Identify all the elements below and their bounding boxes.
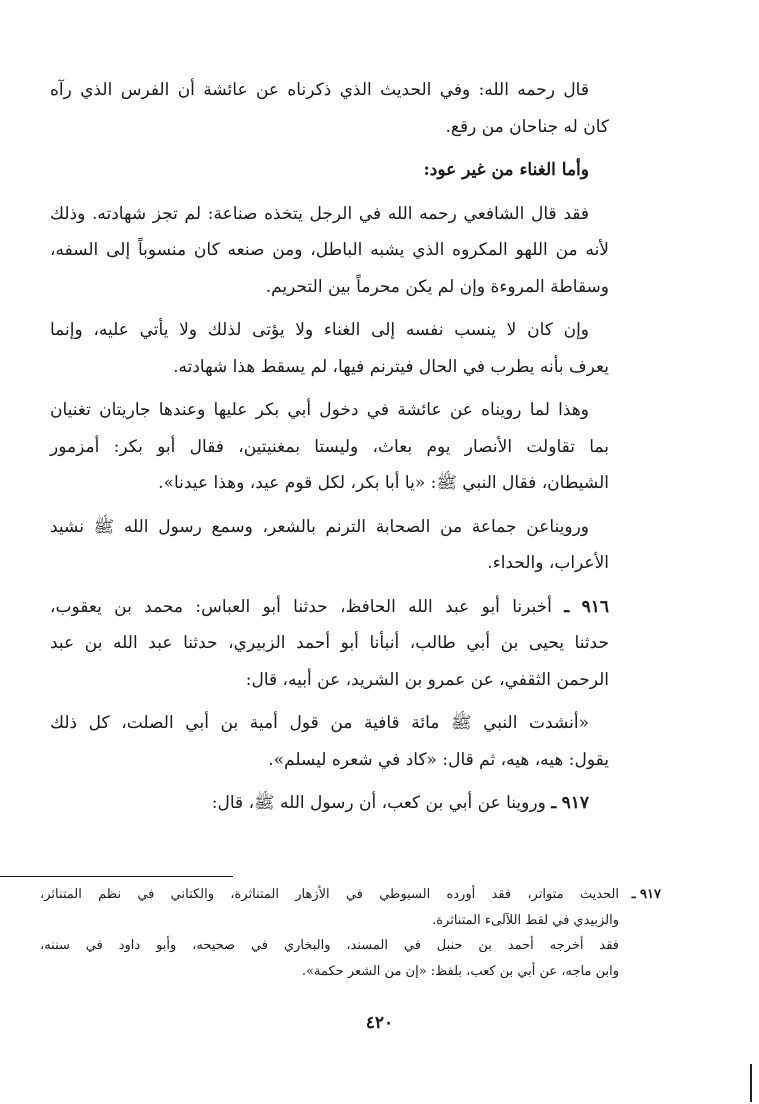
text-line: كان له جناحان من رقع. — [445, 116, 609, 137]
text-line: قال رحمه الله: وفي الحديث الذي ذكرناه عن عائشة أن الفرس الذي رآه — [50, 80, 589, 100]
text-line: الشيطان، فقال النبي ﷺ: «يا أبا بكر، لكل قوم عيد، وهذا عيدنا». — [158, 473, 609, 493]
page-number: ٤٢٠ — [365, 1013, 394, 1033]
text-line: «أنشدت النبي ﷺ مائة قافية من قول أمية بن أبي الصلت، كل ذلك — [50, 713, 589, 733]
footnotes — [40, 882, 661, 984]
footnote-line — [40, 882, 661, 908]
main-text — [50, 72, 609, 822]
text-line: وهذا لما رويناه عن عائشة في دخول أبي بكر عليها وعندها جاريتان تغنيان — [50, 400, 589, 420]
footnote-line: وابن ماجه، عن أبي بن كعب، بلفظ: «إن من الشعر حكمة». — [301, 963, 619, 979]
hadith-dash: ـ — [564, 596, 570, 617]
text-line: لأنه من اللهو المكروه الذي يشبه الباطل، ومن صنعه كان منسوباً إلى السفه، — [50, 240, 609, 260]
footnote-divider — [0, 876, 233, 877]
footnote-line: والزبيدي في لقط اللآلىء المتناثرة. — [432, 912, 619, 928]
hadith-dash: ـ — [551, 793, 557, 813]
section-heading: وأما الغناء من غير عود: — [423, 160, 589, 180]
hadith-text: وروينا عن أبي بن كعب، أن رسول الله ﷺ، قال: — [211, 793, 546, 813]
hadith-line — [50, 589, 609, 626]
footnote-number: ٩١٧ ـ — [631, 887, 661, 902]
text-line: وسقاطة المروءة وإن لم يكن محرماً بين التحريم. — [265, 276, 609, 297]
hadith-number: ٩١٦ — [581, 596, 610, 617]
text-line: بما تقاولت الأنصار يوم بعاث، وليستا بمغنيتين، فقال أبو بكر: أمزمور — [50, 436, 609, 457]
hadith-number: ٩١٧ — [561, 793, 589, 813]
text-line: وإن كان لا ينسب نفسه إلى الغناء ولا يؤتى لذلك ولا يأتي عليه، وإنما — [50, 320, 589, 340]
text-line: فقد قال الشافعي رحمه الله في الرجل يتخذه صناعة: لم تجز شهادته. وذلك — [50, 203, 589, 224]
hadith-line — [50, 785, 609, 822]
text-line: الأعراب، والحداء. — [487, 553, 609, 573]
footnote-line: فقد أخرجه أحمد بن حنبل في المسند، والبخاري في صحيحه، وأبو داود في سننه، — [40, 938, 619, 953]
text-line: ورويناعن جماعة من الصحابة الترنم بالشعر، وسمع رسول الله ﷺ نشيد — [50, 516, 589, 537]
text-line: يقول: هيه، هيه، ثم قال: «كاد في شعره ليسلم». — [268, 749, 609, 770]
text-line: حدثنا يحيى بن أبي طالب، أنبأنا أبو أحمد الزبيري، حدثنا عبد الله بن عبد — [50, 633, 609, 653]
text-line: الرحمن الثقفي، عن عمرو بن الشريد، عن أبيه، قال: — [245, 669, 609, 690]
scan-edge-mark — [750, 1064, 752, 1102]
footnote-text: الحديث متواتر، فقد أورده السيوطي في الأزهار المتناثرة، والكتاني في نظم المتناثر، — [40, 887, 619, 902]
hadith-text: أخبرنا أبو عبد الله الحافظ، حدثنا أبو العباس: محمد بن يعقوب، — [50, 596, 552, 617]
text-line: يعرف بأنه يطرب في الحال فيترنم فيها، لم يسقط هذا شهادته. — [173, 356, 609, 377]
